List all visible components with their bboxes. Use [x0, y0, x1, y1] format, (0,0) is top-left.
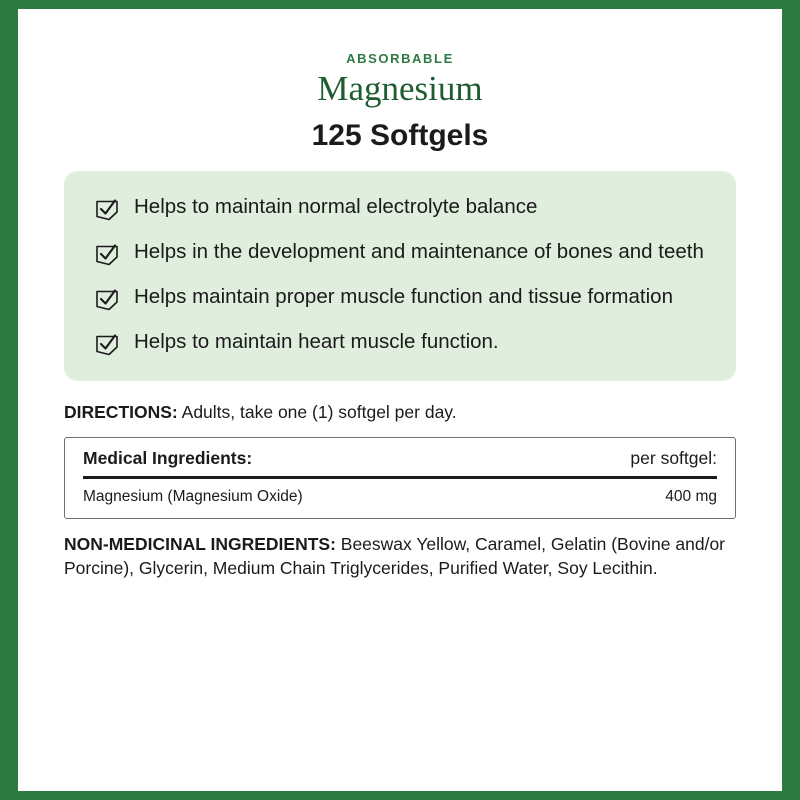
non-medicinal-label: NON-MEDICINAL INGREDIENTS: — [64, 534, 336, 555]
checkmark-icon — [94, 331, 120, 357]
label-inner-panel — [18, 9, 782, 791]
table-header-row — [83, 448, 717, 476]
checkmark-icon — [94, 286, 120, 312]
brand-kicker: ABSORBABLE — [346, 51, 454, 66]
benefit-item — [94, 238, 706, 267]
directions-section — [64, 401, 736, 424]
table-header-ingredients: Medical Ingredients: — [83, 448, 253, 469]
benefit-text: Helps maintain proper muscle function and tissue formation — [134, 284, 673, 308]
benefit-item — [94, 193, 706, 222]
benefit-text: Helps to maintain heart muscle function. — [134, 329, 499, 353]
non-medicinal-section — [64, 533, 736, 580]
checkmark-icon — [94, 241, 120, 267]
directions-text: Adults, take one (1) softgel per day. — [177, 401, 457, 422]
page-title: Magnesium — [317, 69, 483, 108]
benefit-text: Helps to maintain normal electrolyte balance — [134, 194, 538, 218]
medical-ingredients-table — [64, 437, 736, 519]
directions-label: DIRECTIONS: — [64, 401, 178, 422]
product-count: 125 Softgels — [311, 118, 489, 152]
label-content — [64, 51, 736, 581]
ingredient-amount: 400 mg — [665, 488, 717, 506]
table-rule — [83, 476, 717, 479]
benefits-panel — [64, 171, 736, 381]
checkmark-icon — [94, 196, 120, 222]
table-row — [83, 488, 717, 506]
ingredient-name: Magnesium (Magnesium Oxide) — [83, 488, 303, 506]
benefit-item — [94, 283, 706, 312]
benefit-item — [94, 328, 706, 357]
non-medicinal-text: Beeswax Yellow, Caramel, Gelatin (Bovine and/or Porcine), Glycerin, Medium Chain Triglycerides, Purified Water, Soy Lecithin. — [64, 534, 726, 578]
benefit-text: Helps in the development and maintenance of bones and teeth — [134, 239, 704, 263]
table-header-per-softgel: per softgel: — [630, 448, 717, 469]
